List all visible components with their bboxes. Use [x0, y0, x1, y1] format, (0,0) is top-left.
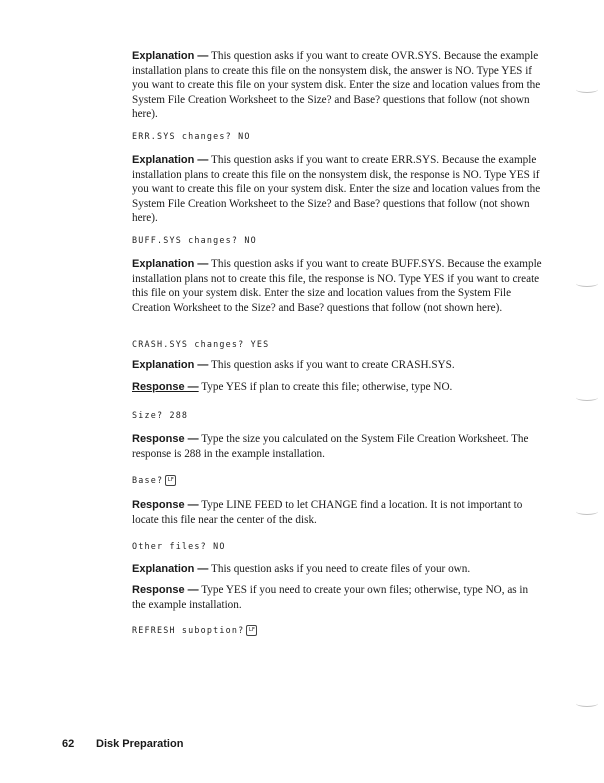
response-text: Type YES if plan to create this file; otherwise, type NO.	[201, 381, 453, 393]
line-feed-key-icon: LF	[246, 625, 257, 636]
explanation-label: Explanation —	[132, 154, 209, 166]
explanation-text: This question asks if you want to create ERR.SYS. Because the example installation plans to create this file on the nonsystem disk, the response is NO. Type YES if you want to create this file on your system disk. Enter the size and location values from the System File Creation Worksheet to the Size? and Base? questions that follow (not shown here).	[132, 154, 541, 225]
response-label: Response —	[132, 584, 199, 596]
response-other-files	[132, 583, 542, 612]
response-text: Type YES if you need to create your own files; otherwise, type NO, as in the example installation.	[132, 584, 529, 611]
explanation-other-files	[132, 562, 542, 577]
response-label: Response —	[132, 381, 199, 393]
page-footer	[62, 738, 183, 750]
explanation-err-sys	[132, 153, 542, 226]
prompt-size: Size? 288	[132, 410, 189, 420]
explanation-text: This question asks if you want to create BUFF.SYS. Because the example installation plans not to create this file, the response is NO. Type YES if you want to create this file on your system disk. Enter the size and location values from the System File Creation Worksheet to the Size? and Base? questions that follow (not shown here).	[132, 258, 542, 314]
explanation-text: This question asks if you want to create OVR.SYS. Because the example installation plans to create this file on the nonsystem disk, the answer is NO. Type YES if you want to create this file on your system disk. Enter the size and location values from the System File Creation Worksheet to the Size? and Base? questions that follow (not shown here).	[132, 50, 541, 121]
line-feed-key-icon: LF	[165, 475, 176, 486]
prompt-err-sys: ERR.SYS changes? NO	[132, 131, 251, 141]
explanation-label: Explanation —	[132, 563, 209, 575]
response-size	[132, 432, 542, 461]
response-base	[132, 498, 542, 527]
response-label: Response —	[132, 499, 199, 511]
prompt-other-files: Other files? NO	[132, 541, 226, 551]
explanation-text: This question asks if you want to create CRASH.SYS.	[211, 359, 455, 371]
page-number: 62	[62, 738, 75, 750]
prompt-buff-sys: BUFF.SYS changes? NO	[132, 235, 257, 245]
footer-title: Disk Preparation	[96, 738, 184, 750]
margin-mark	[576, 86, 598, 93]
prompt-crash-sys: CRASH.SYS changes? YES	[132, 339, 270, 349]
prompt-base	[132, 475, 176, 486]
explanation-crash-sys	[132, 358, 542, 373]
response-crash-sys	[132, 380, 542, 395]
margin-mark	[576, 700, 598, 707]
prompt-base-text: Base?	[132, 475, 164, 485]
explanation-label: Explanation —	[132, 258, 209, 270]
explanation-buff-sys	[132, 257, 542, 315]
margin-mark	[576, 508, 598, 515]
explanation-label: Explanation —	[132, 50, 209, 62]
response-text: Type the size you calculated on the System File Creation Worksheet. The response is 288 in the example installation.	[132, 433, 529, 460]
prompt-refresh-suboption	[132, 625, 257, 636]
response-label: Response —	[132, 433, 199, 445]
explanation-text: This question asks if you need to create files of your own.	[211, 563, 471, 575]
response-text: Type LINE FEED to let CHANGE find a location. It is not important to locate this file near the center of the disk.	[132, 499, 523, 526]
explanation-label: Explanation —	[132, 359, 209, 371]
explanation-ovr-sys	[132, 49, 542, 122]
margin-mark	[576, 280, 598, 287]
margin-mark	[576, 394, 598, 401]
prompt-refresh-text: REFRESH suboption?	[132, 625, 245, 635]
